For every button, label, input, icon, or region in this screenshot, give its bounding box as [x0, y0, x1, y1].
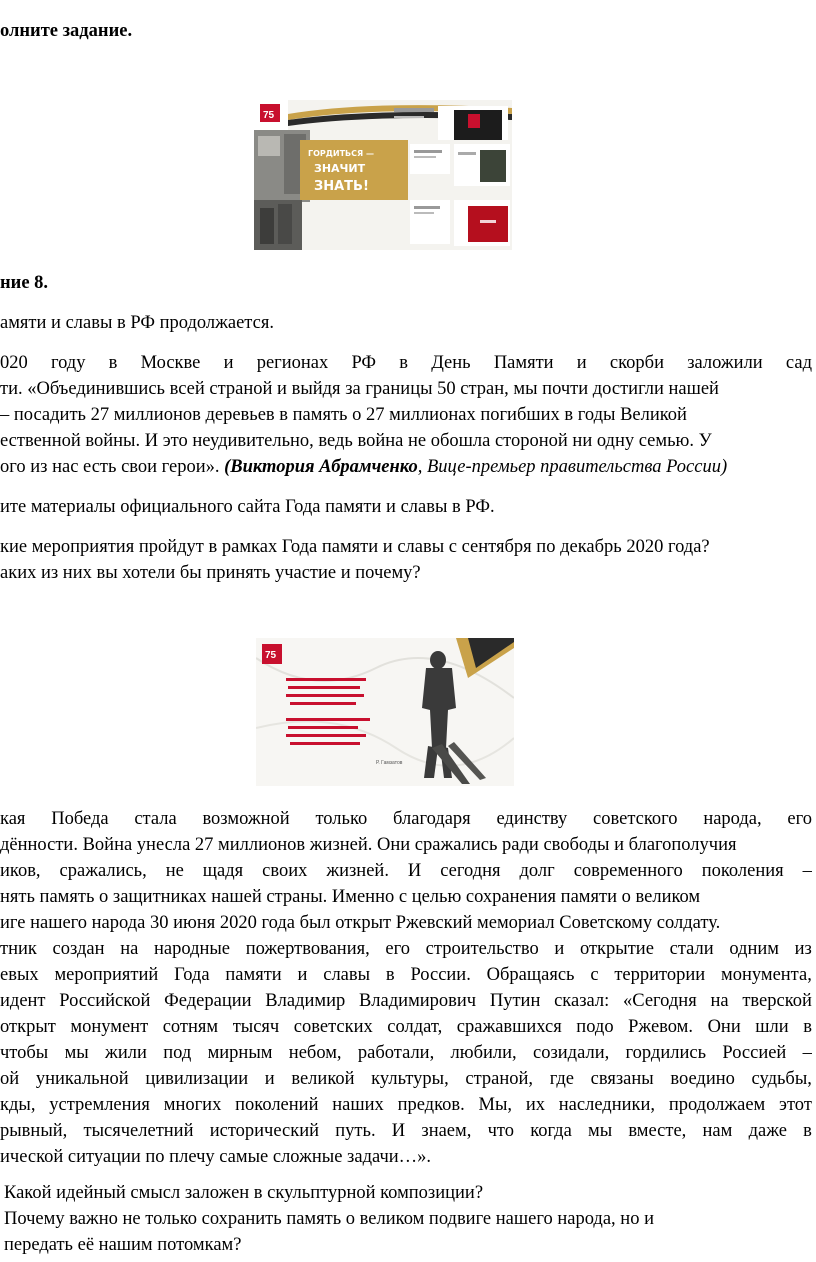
word: небом, [288, 1043, 342, 1063]
intro-sentence: амяти и славы в РФ продолжается. [0, 313, 274, 333]
word: Федерации [164, 991, 252, 1011]
word: исторический [209, 1121, 320, 1141]
banner-line-3: ЗНАТЬ! [314, 179, 369, 194]
word: Ржевом. [628, 1017, 694, 1037]
word: И [391, 1121, 406, 1141]
word: Мы, [478, 1095, 513, 1115]
para2-line-2: дённости. Война унесла 27 миллионов жизней. Они сражались ради свободы и благополучия [0, 835, 737, 855]
word: иков, [0, 861, 41, 881]
word: заложили [687, 353, 763, 373]
word: идент [0, 991, 46, 1011]
word: тысячелетний [83, 1121, 194, 1141]
word: тверской [742, 991, 812, 1011]
word: – [802, 861, 812, 881]
task-heading: олните задание. [0, 21, 133, 41]
word: народа, [703, 809, 762, 829]
word: связаны [590, 1069, 654, 1089]
word: открыт [0, 1017, 56, 1037]
word: в [385, 965, 395, 985]
word: поколения [701, 861, 784, 881]
word: сказал: [554, 991, 610, 1011]
question-a-line-1: кие мероприятия пройдут в рамках Года памяти и славы с сентября по декабрь 2020 года? [0, 537, 710, 557]
word: солдат, [387, 1017, 443, 1037]
para1-line-3: – посадить 27 миллионов деревьев в память о 27 миллионах погибших в годы Великой [0, 405, 687, 425]
word: Года [174, 965, 210, 985]
word: шли [755, 1017, 789, 1037]
word: Они [707, 1017, 741, 1037]
word: наследники, [558, 1095, 656, 1115]
para1-line-5 [0, 454, 816, 480]
word: поколений [235, 1095, 319, 1115]
word: жили [105, 1043, 147, 1063]
logo-75-text: 75 [263, 110, 275, 121]
word: подо [576, 1017, 614, 1037]
word: работали, [357, 1043, 435, 1063]
word: одним [729, 939, 779, 959]
word: «Сегодня [623, 991, 697, 1011]
word: рывный, [0, 1121, 68, 1141]
banner-line-1: ГОРДИТЬСЯ — [308, 149, 374, 158]
word: сражались, [59, 861, 147, 881]
word: щадя [202, 861, 244, 881]
word: своих [262, 861, 308, 881]
word: 020 [0, 353, 28, 373]
quote-author: (Виктория Абрамченко [224, 457, 418, 477]
word: Владимир [265, 991, 346, 1011]
word: Российской [59, 991, 151, 1011]
para2-line-7 [0, 962, 812, 988]
word: страной, [465, 1069, 534, 1089]
word: году [50, 353, 86, 373]
para2-line-5: иге нашего народа 30 июня 2020 года был открыт Ржевский мемориал Советскому солдату. [0, 913, 721, 933]
word: Победа [51, 809, 109, 829]
word: в [803, 1017, 812, 1037]
word: что [487, 1121, 514, 1141]
word: кды, [0, 1095, 36, 1115]
word: современного [573, 861, 683, 881]
quote-role: , Вице-премьер правительства России) [417, 457, 728, 477]
word: скорби [609, 353, 664, 373]
word: гордились [625, 1043, 707, 1063]
word: мы [64, 1043, 89, 1063]
word: не [165, 861, 184, 881]
para2-line-8 [0, 988, 812, 1014]
para2-line-14: ической ситуации по плечу самые сложные задачи…». [0, 1147, 432, 1167]
word: когда [530, 1121, 572, 1141]
word: цивилизации [145, 1069, 249, 1089]
word: в [399, 353, 408, 373]
word: России. [410, 965, 471, 985]
word: и [554, 939, 565, 959]
section-title: ние 8. [0, 273, 49, 293]
word: тысяч [232, 1017, 280, 1037]
word: сад [785, 353, 812, 373]
word: в [803, 1121, 812, 1141]
question-a-line-2: аких из них вы хотели бы принять участие и почему? [0, 563, 421, 583]
banner-line-2: ЗНАЧИТ [314, 162, 366, 175]
word: с [590, 965, 599, 985]
word: пожертвования, [245, 939, 370, 959]
word: предков. [397, 1095, 465, 1115]
word: в [108, 353, 118, 373]
word: нам [702, 1121, 733, 1141]
word: на [710, 991, 729, 1011]
word: и [264, 1069, 275, 1089]
word: памяти [225, 965, 282, 985]
word: и [576, 353, 587, 373]
word: мирным [207, 1043, 273, 1063]
word: возможной [202, 809, 290, 829]
para2-line-1 [0, 806, 812, 832]
word: благодаря [393, 809, 471, 829]
year-of-memory-collage-image [254, 100, 512, 250]
question-b-1: Какой идейный смысл заложен в скульптурной композиции? [4, 1183, 484, 1203]
word: строительство [425, 939, 539, 959]
word: стали [669, 939, 714, 959]
para2-line-4: нять память о защитниках нашей страны. Именно с целью сохранения памяти о великом [0, 887, 701, 907]
para2-line-10 [0, 1040, 812, 1066]
question-b-3: передать её нашим потомкам? [4, 1235, 242, 1255]
word: из [794, 939, 812, 959]
word: созидали, [533, 1043, 610, 1063]
word: советского [593, 809, 678, 829]
logo-75-text-2: 75 [265, 650, 277, 661]
word: мероприятий [54, 965, 159, 985]
word: где [549, 1069, 574, 1089]
word: и [297, 965, 308, 985]
rzhev-memorial-poster-image [256, 638, 514, 786]
para1-line-4: ественной войны. И это неудивительно, ведь война не обошла стороной ни одну семью. У [0, 431, 712, 451]
word: любили, [450, 1043, 517, 1063]
word: только [315, 809, 368, 829]
word: устремления [49, 1095, 150, 1115]
word: сотням [162, 1017, 219, 1037]
instruction: ите материалы официального сайта Года памяти и славы в РФ. [0, 497, 495, 517]
word: наших [332, 1095, 384, 1115]
word: День [431, 353, 471, 373]
word: Путин [489, 991, 541, 1011]
word: долг [519, 861, 555, 881]
word: многих [163, 1095, 222, 1115]
word: Москве [140, 353, 201, 373]
word: Обращаясь [486, 965, 575, 985]
word: путь. [335, 1121, 376, 1141]
word: советских [293, 1017, 373, 1037]
word: жизней. [326, 861, 389, 881]
word: монумента, [721, 965, 812, 985]
word: этот [779, 1095, 812, 1115]
word: их [525, 1095, 545, 1115]
poem-signature: Р. Гамзатов [376, 760, 403, 766]
word: единству [496, 809, 568, 829]
para1-line-1 [0, 350, 812, 376]
para2-line-13 [0, 1118, 812, 1144]
word: РФ [351, 353, 377, 373]
question-b-2: Почему важно не только сохранить память о великом подвиге нашего народа, но и [4, 1209, 654, 1229]
word: Владимирович [358, 991, 477, 1011]
word: регионах [256, 353, 329, 373]
para1-last: ого из нас есть свои герои». [0, 457, 225, 477]
word: мы [588, 1121, 613, 1141]
word: продолжаем [668, 1095, 766, 1115]
word: сегодня [440, 861, 501, 881]
word: на [120, 939, 139, 959]
word: знаем, [421, 1121, 472, 1141]
word: территории [614, 965, 706, 985]
word: чтобы [0, 1043, 49, 1063]
word: великой [291, 1069, 355, 1089]
word: – [802, 1043, 812, 1063]
word: под [163, 1043, 192, 1063]
word: сражавшихся [456, 1017, 562, 1037]
para2-line-3 [0, 858, 812, 884]
para1-line-2: ти. «Объединившись всей страной и выйдя за границы 50 стран, мы почти достигли нашей [0, 379, 719, 399]
word: даже [748, 1121, 787, 1141]
para2-line-6 [0, 936, 812, 962]
word: ой [0, 1069, 20, 1089]
word: евых [0, 965, 39, 985]
word: культуры, [371, 1069, 449, 1089]
word: воедино [670, 1069, 735, 1089]
word: стала [134, 809, 177, 829]
word: его [385, 939, 410, 959]
word: кая [0, 809, 26, 829]
para2-line-9 [0, 1014, 812, 1040]
word: Россией [722, 1043, 787, 1063]
word: открытие [579, 939, 654, 959]
word: монумент [70, 1017, 149, 1037]
word: тник [0, 939, 37, 959]
word: создан [52, 939, 105, 959]
word: его [787, 809, 812, 829]
word: судьбы, [751, 1069, 812, 1089]
para2-line-11 [0, 1066, 812, 1092]
word: И [407, 861, 422, 881]
word: народные [153, 939, 231, 959]
word: и [223, 353, 234, 373]
word: вместе, [628, 1121, 687, 1141]
para2-line-12 [0, 1092, 812, 1118]
word: уникальной [35, 1069, 129, 1089]
word: славы [323, 965, 371, 985]
word: Памяти [493, 353, 554, 373]
